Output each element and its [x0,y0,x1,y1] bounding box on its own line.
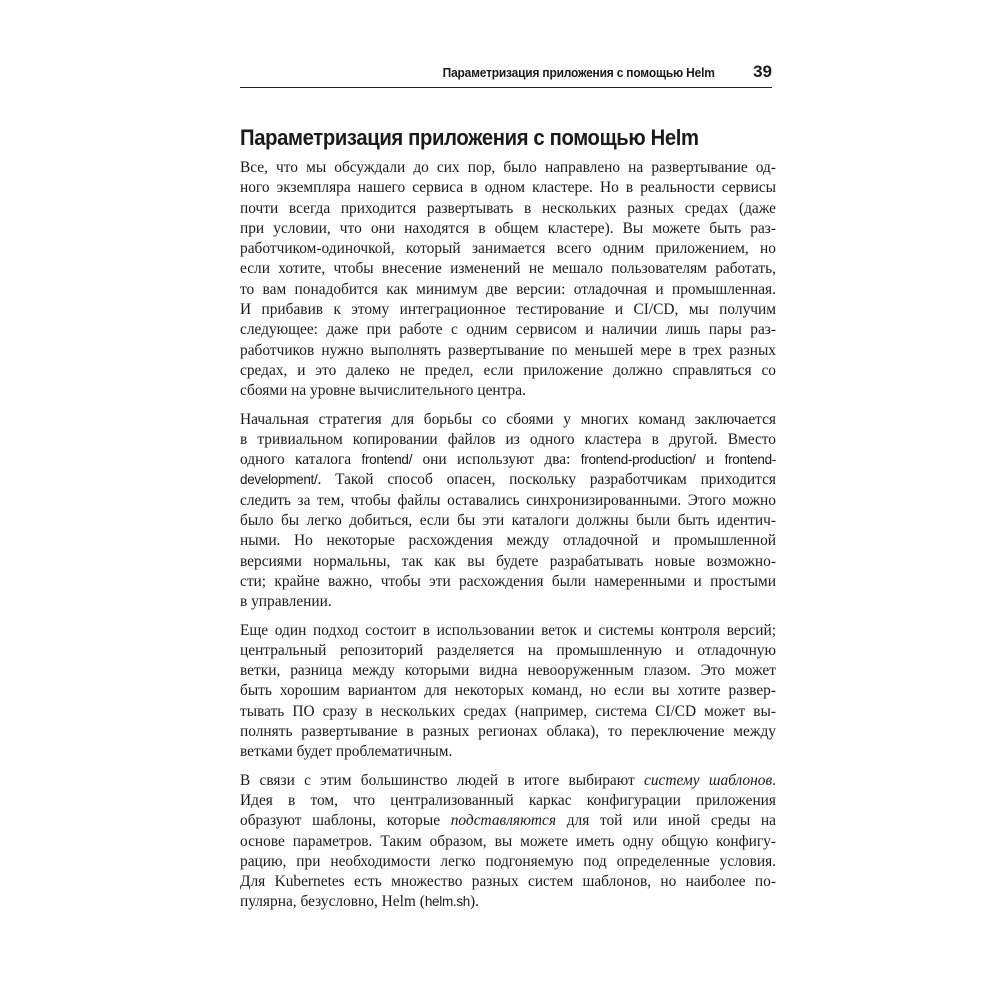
text-segment: тывать ПО сразу в нескольких средах (например, система CI/CD может вы- [240,702,776,720]
text-segment: для той или иной среды на [556,812,776,830]
text-segment: работчиков нужно выполнять развертывание по меньшей мере в трех разных [240,341,776,359]
text-segment: следить за тем, чтобы файлы оставались синхронизированными. Этого можно [240,491,776,509]
text-segment: В связи с этим большинство людей в итоге выбирают [240,771,645,789]
text-line [240,621,776,641]
text-segment: образуют шаблоны, которые [240,812,451,830]
text-line [240,381,776,401]
text-segment: и [695,451,725,469]
text-segment: если хотите, чтобы внесение изменений не мешало пользователям работать, [240,260,776,278]
text-segment: ветки, разница между которыми видна невооруженным глазом. Это может [240,662,776,680]
header-rule [240,87,772,88]
text-line [240,791,776,811]
text-segment: Идея в том, что централизованный каркас конфигурации приложения [240,791,776,809]
section-title: Параметризация приложения с помощью Helm [240,125,699,150]
text-segment: почти всегда приходится развертывать в нескольких разных средах (даже [240,199,776,217]
text-line [240,178,776,198]
text-segment: . [772,771,776,789]
text-line [240,661,776,681]
text-line [240,341,776,361]
text-segment: следующее: даже при работе с одним сервисом и наличии лишь пары раз- [240,321,776,339]
text-line [240,852,776,872]
paragraph [240,410,776,613]
running-header [240,62,772,86]
text-line [240,199,776,219]
text-segment: версиями нормальны, так как вы будете разрабатывать новые возможно- [240,552,776,570]
text-segment: одного каталога [240,451,362,469]
paragraph [240,621,776,763]
text-line [240,158,776,178]
text-segment: то вам понадобится как минимум две версии: отладочная и промышленная. [240,280,776,298]
text-segment: при условии, что они находятся в общем кластере). Вы можете быть раз- [240,219,776,237]
inline-code: helm.sh [424,894,471,910]
text-line [240,511,776,531]
inline-code: frontend-production/ [580,452,696,468]
paragraph [240,158,776,402]
body-text [240,158,776,921]
text-line [240,361,776,381]
text-segment: сбоями на уровне вычислительного центра. [240,382,526,400]
text-line [240,592,776,612]
text-line [240,832,776,852]
text-line [240,430,776,450]
text-segment: ). [470,893,479,911]
inline-code: development/ [240,472,318,488]
text-segment: . Такой способ опасен, поскольку разработчикам приходится [317,471,776,489]
emphasis: подставляются [450,812,557,830]
text-segment: основе параметров. Таким образом, вы можете иметь одну общую конфигу- [240,832,776,850]
text-segment: рацию, при необходимости легко подгоняемую под определенные условия. [240,852,776,870]
text-line [240,872,776,892]
text-segment: они используют два: [412,451,581,469]
text-segment: сти; крайне важно, чтобы эти расхождения были намеренными и простыми [240,572,776,590]
text-segment: Все, что мы обсуждали до сих пор, было направлено на развертывание од- [240,159,776,176]
text-segment: в управлении. [240,593,332,611]
text-line [240,742,776,762]
text-segment: ного экземпляра нашего сервиса в одном кластере. Но в реальности сервисы [240,179,776,197]
text-segment: Начальная стратегия для борьбы со сбоями у многих команд заключается [240,410,776,428]
text-line [240,892,776,912]
emphasis: систему шаблонов [644,771,773,789]
text-line [240,410,776,430]
text-line [240,702,776,722]
running-header-title: Параметризация приложения с помощью Helm [443,65,716,80]
inline-code: frontend- [724,452,776,468]
text-segment: центральный репозиторий разделяется на промышленную и отладочную [240,641,776,659]
text-line [240,470,776,490]
text-segment: работчиком-одиночкой, который занимается всего одним приложением, но [240,240,776,258]
text-segment: было бы легко добиться, если бы эти каталоги должны были быть идентич- [240,512,776,530]
text-line [240,300,776,320]
text-line [240,811,776,831]
text-line [240,259,776,279]
inline-code: frontend/ [361,452,413,468]
page-number: 39 [753,62,772,81]
paragraph [240,771,776,913]
text-line [240,280,776,300]
text-segment: И прибавив к этому интеграционное тестирование и CI/CD, мы получим [240,301,776,319]
text-line [240,219,776,239]
text-segment: в тривиальном копировании файлов из одного кластера в другой. Вместо [240,430,776,448]
text-segment: быть хорошим вариантом для некоторых команд, но если вы хотите развер- [240,682,776,700]
text-line [240,552,776,572]
text-segment: средах, и это далеко не предел, если приложение должно справляться со [240,361,776,379]
text-segment: ными. Но некоторые расхождения между отладочной и промышленной [240,532,776,550]
text-segment: Еще один подход состоит в использовании веток и системы контроля версий; [240,621,776,639]
text-line [240,572,776,592]
text-line [240,531,776,551]
text-line [240,450,776,470]
text-segment: Для Kubernetes есть множество разных систем шаблонов, но наиболее по- [240,873,776,891]
text-line [240,641,776,661]
text-segment: пулярна, безусловно, Helm ( [240,893,425,911]
text-segment: ветками будет проблематичным. [240,743,453,761]
text-segment: полнять развертывание в разных регионах облака), то переключение между [240,723,776,741]
text-line [240,239,776,259]
text-line [240,722,776,742]
text-line [240,681,776,701]
text-line [240,771,776,791]
text-line [240,491,776,511]
text-line [240,320,776,340]
